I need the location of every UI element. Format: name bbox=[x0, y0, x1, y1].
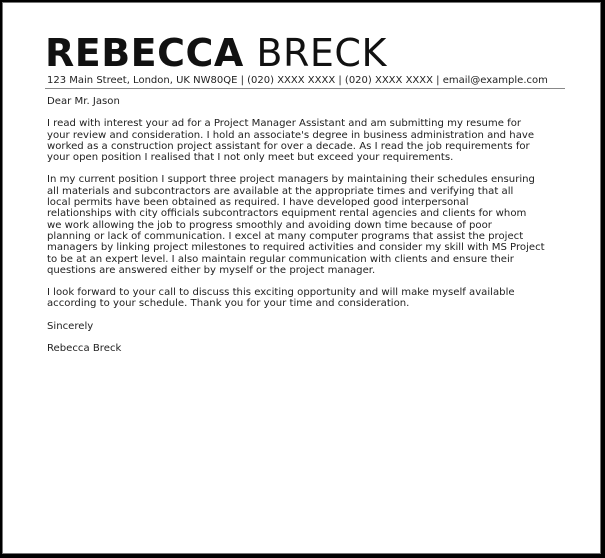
last-name: BRECK bbox=[256, 31, 387, 75]
paragraph-line: local permits have been obtained as required. I have developed good interpersonal bbox=[47, 197, 469, 209]
paragraph-line: all materials and subcontractors are available at the appropriate times and verifying that all bbox=[47, 185, 514, 197]
paragraph-2 bbox=[47, 174, 569, 276]
first-name: REBECCA bbox=[45, 31, 244, 75]
paragraph-line: I look forward to your call to discuss this exciting opportunity and will make myself available bbox=[47, 287, 515, 299]
letter-body bbox=[47, 96, 569, 365]
signature-name: Rebecca Breck bbox=[47, 343, 122, 355]
closing: Sincerely bbox=[47, 320, 94, 332]
paragraph-line: we work allowing the job to progress smoothly and avoiding down time because of poor bbox=[47, 219, 492, 231]
paragraph-3 bbox=[47, 287, 569, 310]
header-divider bbox=[45, 88, 565, 89]
paragraph-line: according to your schedule. Thank you for your time and consideration. bbox=[47, 298, 410, 310]
contact-line: 123 Main Street, London, UK NW80QE | (020) XXXX XXXX | (020) XXXX XXXX | email@example.com bbox=[47, 75, 548, 86]
paragraph-line: managers by linking project milestones to required activities and consider my skill with MS Project bbox=[47, 242, 545, 254]
salutation: Dear Mr. Jason bbox=[47, 96, 120, 107]
paragraph-line: relationships with city officials subcontractors equipment rental agencies and clients for whom bbox=[47, 208, 527, 220]
letter-page bbox=[2, 2, 601, 554]
paragraph-line: In my current position I support three project managers by maintaining their schedules ensuring bbox=[47, 174, 535, 186]
applicant-name bbox=[45, 31, 387, 75]
paragraph-line: your open position I realised that I not only meet but exceed your requirements. bbox=[47, 152, 454, 164]
paragraph-line: worked as a construction project assistant for over a decade. As I read the job requirements for bbox=[47, 140, 530, 152]
paragraph-line: to be at an expert level. I also maintain regular communication with clients and ensure their bbox=[47, 253, 514, 265]
paragraph-line: your review and consideration. I hold an associate's degree in business administration and have bbox=[47, 129, 535, 141]
paragraph-line: planning or lack of communication. I excel at many computer programs that assist the project bbox=[47, 230, 524, 242]
paragraph-line: I read with interest your ad for a Project Manager Assistant and am submitting my resume for bbox=[47, 118, 522, 130]
paragraph-line: questions are answered either by myself or the project manager. bbox=[47, 264, 376, 276]
paragraph-1 bbox=[47, 118, 569, 163]
